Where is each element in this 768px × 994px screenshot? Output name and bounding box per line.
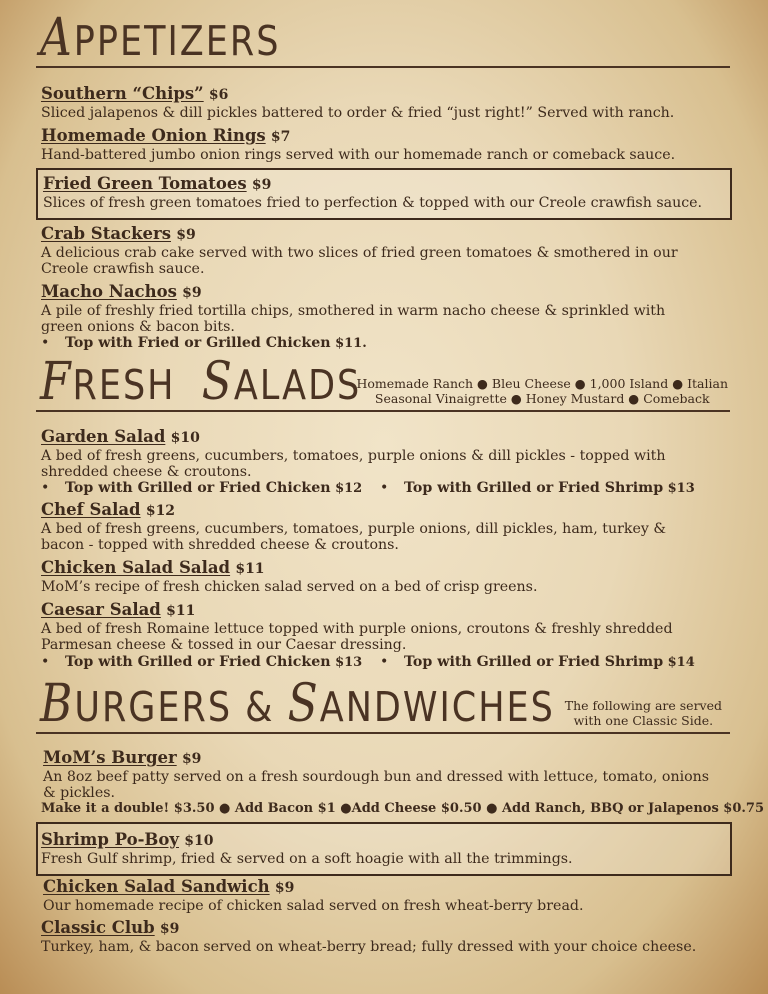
menu-item-fried-green-tomatoes: [43, 174, 728, 211]
item-name: Macho Nachos: [41, 282, 177, 301]
appetizers-title: APPETIZERS: [40, 7, 281, 68]
item-description: A pile of freshly fried tortilla chips, smothered in warm nacho cheese & sprinkled with green onions & bacon bits.: [41, 303, 666, 335]
item-price: $11: [235, 561, 265, 577]
addon-caesar-chicken: • Top with Grilled or Fried Chicken $13: [41, 654, 363, 670]
menu-item-classic-club: [41, 918, 728, 955]
menu-item-crab-stackers: [41, 224, 688, 277]
item-description: Sliced jalapenos & dill pickles battered to order & fried “just right!” Served with ranch.: [41, 105, 675, 121]
item-description: Turkey, ham, & bacon served on wheat-berry bread; fully dressed with your choice cheese.: [41, 939, 697, 955]
menu-item-southern-chips: [41, 84, 728, 121]
menu-item-chicken-salad-sandwich: [43, 877, 728, 914]
dressing-options: Homemade Ranch ● Bleu Cheese ● 1,000 Island ● Italian Seasonal Vinaigrette ● Honey Mustard ● Comeback: [356, 376, 728, 406]
salads-header: [36, 351, 730, 412]
item-description: A bed of fresh Romaine lettuce topped with purple onions, croutons & freshly shredded Parmesan cheese & tossed in our Caesar dressing.: [41, 621, 673, 653]
item-price: $9: [182, 285, 202, 301]
item-name: Homemade Onion Rings: [41, 126, 266, 145]
item-name: Fried Green Tomatoes: [43, 174, 247, 193]
item-price: $10: [184, 833, 214, 849]
item-description: A bed of fresh greens, cucumbers, tomatoes, purple onions & dill pickles - topped with shredded cheese & croutons.: [41, 448, 666, 480]
item-name: Chicken Salad Sandwich: [43, 877, 270, 896]
menu-item-caesar-salad: [41, 600, 698, 653]
menu-item-garden-salad: [41, 427, 728, 480]
item-description: MoM’s recipe of fresh chicken salad served on a bed of crisp greens.: [41, 579, 538, 595]
menu-item-shrimp-po-boy: [41, 830, 728, 867]
burgers-header: [36, 673, 730, 734]
item-description: A bed of fresh greens, cucumbers, tomatoes, purple onions, dill pickles, ham, turkey & bacon - topped with shredded cheese & croutons.: [41, 521, 667, 553]
item-description: Slices of fresh green tomatoes fried to perfection & topped with our Creole crawfish sauce.: [43, 195, 703, 211]
item-name: Garden Salad: [41, 427, 166, 446]
addon-caesar-shrimp: • Top with Grilled or Fried Shrimp $14: [380, 654, 695, 670]
appetizers-header: [36, 7, 730, 68]
item-price: $9: [251, 177, 272, 193]
item-price: $12: [145, 503, 176, 519]
addon-garden-shrimp: • Top with Grilled or Fried Shrimp $13: [380, 480, 695, 496]
item-price: $9: [176, 227, 196, 243]
item-name: Caesar Salad: [41, 600, 161, 619]
menu-item-chef-salad: [41, 500, 688, 553]
item-price: $7: [270, 129, 291, 145]
item-price: $11: [166, 603, 196, 619]
item-price: $9: [181, 751, 202, 767]
burger-extras: Make it a double! $3.50 ● Add Bacon $1 ●Add Cheese $0.50 ● Add Ranch, BBQ or Jalapenos $0.75: [41, 801, 764, 816]
item-name: Crab Stackers: [41, 224, 171, 243]
item-description: A delicious crab cake served with two slices of fried green tomatoes & smothered in our Creole crawfish sauce.: [41, 245, 678, 277]
item-name: MoM’s Burger: [43, 748, 177, 767]
addon-garden-chicken: • Top with Grilled or Fried Chicken $12: [41, 480, 363, 496]
item-price: $9: [274, 880, 295, 896]
item-name: Chef Salad: [41, 500, 141, 519]
item-description: Our homemade recipe of chicken salad served on fresh wheat-berry bread.: [43, 898, 584, 914]
item-description: An 8oz beef patty served on a fresh sourdough bun and dressed with lettuce, tomato, onions & pickles.: [43, 769, 710, 801]
menu-item-moms-burger: [43, 748, 718, 801]
item-description: Fresh Gulf shrimp, fried & served on a soft hoagie with all the trimmings.: [41, 851, 573, 867]
burgers-title: BURGERS & SANDWICHES: [40, 673, 555, 734]
item-name: Classic Club: [41, 918, 155, 937]
menu-item-onion-rings: [41, 126, 728, 163]
addon-nachos-chicken: • Top with Fried or Grilled Chicken $11.: [41, 335, 367, 351]
salads-title: FRESH SALADS: [40, 351, 362, 412]
item-description: Hand-battered jumbo onion rings served with our homemade ranch or comeback sauce.: [41, 147, 676, 163]
item-price: $10: [170, 430, 200, 446]
item-name: Southern “Chips”: [41, 84, 204, 103]
item-price: $9: [159, 921, 180, 937]
classic-side-note: The following are served with one Classic Side.: [564, 698, 722, 728]
item-name: Chicken Salad Salad: [41, 558, 231, 577]
item-name: Shrimp Po-Boy: [41, 830, 179, 849]
menu-item-macho-nachos: [41, 282, 688, 335]
item-price: $6: [208, 87, 229, 103]
menu-item-chicken-salad-salad: [41, 558, 728, 595]
